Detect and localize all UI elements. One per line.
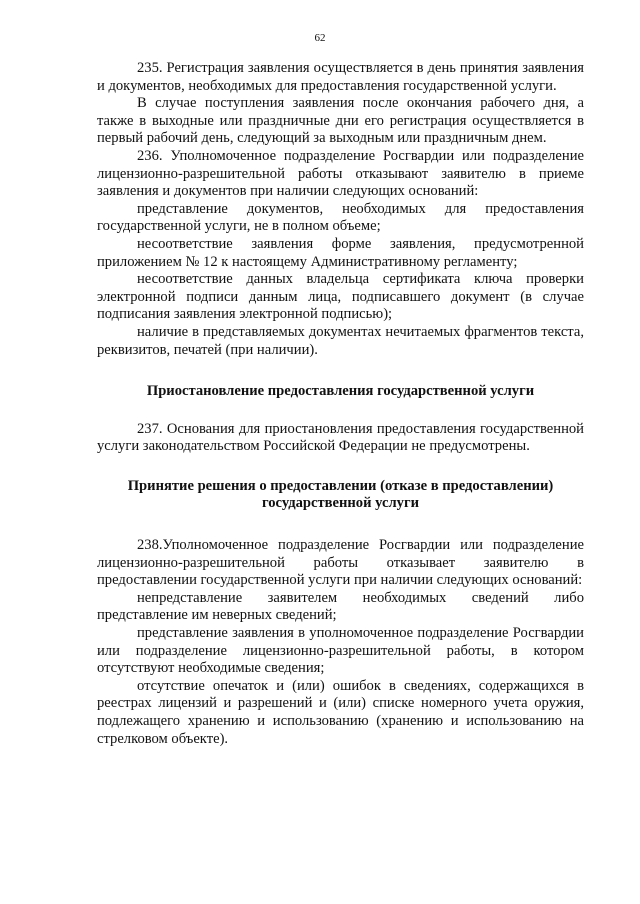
paragraph-registration-off-hours: В случае поступления заявления после окончания рабочего дня, а также в выходные или праздничные дни его регистрация осуществляется в первый рабочий день, следующий за выходным или праздничным днем.: [97, 95, 584, 147]
page-number: 62: [314, 32, 326, 44]
list-item-unreadable-fragments: наличие в представляемых документах нечитаемых фрагментов текста, реквизитов, печатей (при наличии).: [97, 323, 584, 358]
list-item-incomplete-documents: представление документов, необходимых для предоставления государственной услуги, не в полном объеме;: [97, 200, 584, 235]
list-item-missing-information: непредставление заявителем необходимых сведений либо представление им неверных сведений;: [97, 589, 584, 624]
paragraph-238: 238.Уполномоченное подразделение Росгвардии или подразделение лицензионно-разрешительной работы отказывает заявителю в предоставлении государственной услуги при наличии следующих оснований:: [97, 537, 584, 589]
list-item-form-mismatch: несоответствие заявления форме заявления, предусмотренной приложением № 12 к настоящему Административному регламенту;: [97, 235, 584, 270]
list-item-no-errors-in-registers: отсутствие опечаток и (или) ошибок в сведениях, содержащихся в реестрах лицензий и разрешений и (или) списке номерного учета оружия, подлежащего хранению и использованию (хранению и использованию на стрелковом объекте).: [97, 677, 584, 747]
section-heading-decision: Принятие решения о предоставлении (отказе в предоставлении) государственной услуги: [127, 477, 554, 512]
list-item-incomplete-application: представление заявления в уполномоченное подразделение Росгвардии или подразделение лицензионно-разрешительной работы, в котором отсутствуют необходимые сведения;: [97, 625, 584, 677]
section-heading-suspension: Приостановление предоставления государственной услуги: [146, 383, 535, 400]
paragraph-235: 235. Регистрация заявления осуществляется в день принятия заявления и документов, необходимых для предоставления государственной услуги.: [97, 60, 584, 94]
paragraph-237: 237. Основания для приостановления предоставления государственной услуги законодательством Российской Федерации не предусмотрены.: [97, 420, 584, 455]
page-body: [97, 60, 584, 748]
list-item-signature-mismatch: несоответствие данных владельца сертификата ключа проверки электронной подписи данным лица, подписавшего документ (в случае подписания заявления электронной подписью);: [97, 271, 584, 323]
paragraph-236: 236. Уполномоченное подразделение Росгвардии или подразделение лицензионно-разрешительной работы отказывают заявителю в приеме заявления и документов при наличии следующих оснований:: [97, 147, 584, 200]
